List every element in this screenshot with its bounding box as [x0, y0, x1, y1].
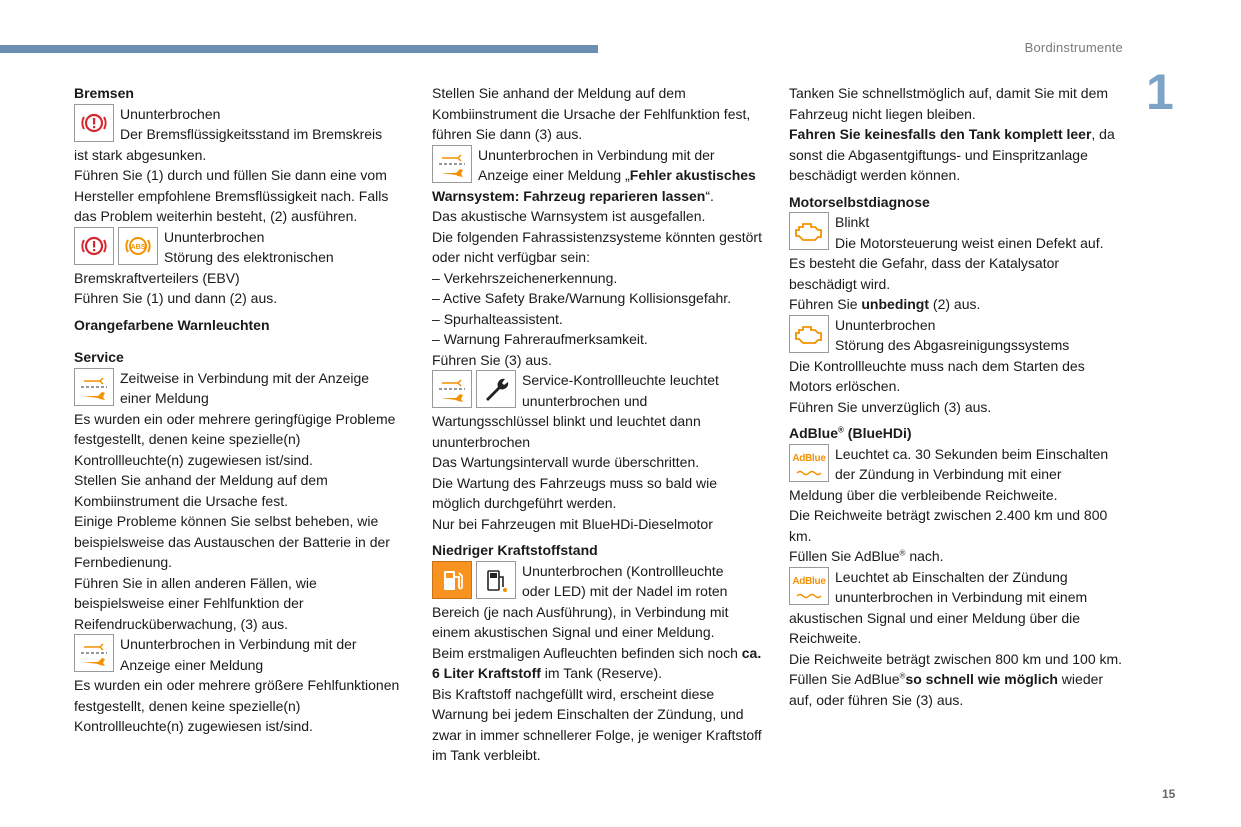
paragraph: Die Reichweite beträgt zwischen 800 km und 100 km.	[789, 650, 1123, 667]
text-line: Ununterbrochen (Kontrollleuchte	[522, 562, 724, 579]
icon-group	[432, 561, 516, 599]
text-span: Füllen Sie AdBlue	[789, 548, 900, 564]
icon-group	[789, 567, 829, 605]
text-line: Zeitweise in Verbindung mit der Anzeige	[120, 369, 370, 386]
list-item: – Spurhalteassistent.	[432, 309, 768, 330]
bold-span: Fehler akustisches	[629, 167, 756, 183]
paragraph: Es wurden ein oder mehrere größere Fehlfunktionen festgestellt, denen keine spezielle(n) Kontrollleuchte(n) zugewiesen ist/sind.	[74, 677, 400, 734]
icon-group	[789, 444, 829, 482]
text-span: Führen Sie	[789, 296, 862, 312]
paragraph	[789, 124, 1125, 186]
page-number: 15	[1162, 787, 1176, 801]
text-span: “.	[705, 187, 714, 204]
adblue-icon-label: AdBlue	[792, 576, 826, 588]
text-line: Ununterbrochen in Verbindung mit der	[120, 636, 357, 652]
paragraph: Führen Sie unverzüglich (3) aus.	[789, 398, 992, 415]
adblue-icon	[789, 567, 829, 605]
paragraph: Das Wartungsintervall wurde überschritten.	[432, 454, 700, 470]
text-line: Leuchtet ab Einschalten der Zündung	[835, 568, 1068, 585]
text-line: akustischen Signal und einer Meldung über die Reichweite.	[789, 609, 1081, 646]
paragraph	[789, 546, 1125, 567]
text-line	[432, 186, 768, 207]
section-title-diagnosis: Motorselbstdiagnose	[789, 193, 930, 210]
brake-warning-icon	[74, 104, 114, 142]
registered-mark: ®	[899, 671, 906, 681]
text-span: , da sonst die Abgasentgiftungs- und Einspritzanlage beschädigt werden können.	[789, 126, 1115, 183]
column-3	[789, 83, 1125, 710]
paragraph: Die Wartung des Fahrzeugs muss so bald wie möglich durchgeführt werden.	[432, 474, 718, 511]
engine-check-icon	[789, 212, 829, 250]
service-wrench-icon	[74, 368, 114, 406]
adblue-icon	[789, 444, 829, 482]
paragraph: Führen Sie (1) durch und füllen Sie dann eine vom Hersteller empfohlene Bremsflüssigkeit nach. Falls das Problem weiterhin besteht, (2) ausführen.	[74, 167, 389, 224]
text-span: im Tank (Reserve).	[540, 665, 663, 681]
bold-span: Warnsystem: Fahrzeug reparieren lassen	[432, 187, 706, 204]
text-line: Der Bremsflüssigkeitsstand im Bremskreis	[120, 126, 383, 142]
registered-mark: ®	[899, 548, 906, 558]
icon-group	[74, 368, 114, 406]
text-line: Ununterbrochen	[120, 105, 221, 122]
section-title-orange: Orangefarbene Warnleuchten	[74, 316, 270, 333]
text-line: ununterbrochen und	[522, 392, 648, 409]
icon-group	[789, 212, 829, 250]
engine-check-icon	[789, 315, 829, 353]
paragraph: Bis Kraftstoff nachgefüllt wird, erscheint diese Warnung bei jedem Einschalten der Zündung, und zwar in immer schnellerer Folge, je weniger Kraftstoff im Tank verbleibt.	[432, 685, 762, 763]
text-line: Wartungsschlüssel blinkt und leuchtet dann ununterbrochen	[432, 413, 701, 450]
text-line: Service-Kontrollleuchte leuchtet	[522, 372, 719, 388]
icon-group	[789, 315, 829, 353]
text-line: Bereich (je nach Ausführung), in Verbindung mit einem akustischen Signal und einer Meldung.	[432, 603, 729, 640]
bold-span: Fahren Sie keinesfalls den Tank komplett leer	[789, 126, 1092, 142]
service-wrench-icon	[432, 370, 472, 408]
fuel-pump-icon	[432, 561, 472, 599]
paragraph: Stellen Sie anhand der Meldung auf dem Kombiinstrument die Ursache fest.	[74, 472, 328, 509]
svg-text:ABS: ABS	[130, 243, 146, 251]
section-title-adblue	[789, 423, 1125, 444]
fuel-pump-led-icon	[476, 561, 516, 599]
icon-group	[432, 370, 516, 408]
text-line: Die Kontrollleuchte muss nach dem Starten des Motors erlöschen.	[789, 357, 1085, 394]
text-line: Blinkt	[835, 214, 870, 230]
section-title-fuel: Niedriger Kraftstoffstand	[432, 542, 598, 558]
paragraph: Einige Probleme können Sie selbst beheben, wie beispielsweise das Austauschen der Batterie in der Fernbedienung.	[74, 513, 390, 570]
text-line: einer Meldung	[120, 390, 209, 406]
section-title-service: Service	[74, 349, 124, 365]
text-line: Ununterbrochen in Verbindung mit der	[478, 146, 715, 163]
text-line: oder LED) mit der Nadel im roten	[522, 583, 728, 599]
assist-systems-list	[432, 268, 768, 350]
text-line: Es besteht die Gefahr, dass der Katalysator beschädigt wird.	[789, 255, 1060, 292]
text-line: Ununterbrochen	[164, 228, 265, 245]
service-wrench-icon	[432, 145, 472, 183]
text-line: Leuchtet ca. 30 Sekunden beim Einschalten	[835, 445, 1109, 462]
icon-group	[74, 104, 114, 142]
paragraph	[789, 294, 1125, 315]
section-title-bremsen: Bremsen	[74, 85, 134, 101]
text-line: Störung des elektronischen	[164, 249, 334, 265]
paragraph	[432, 643, 768, 684]
paragraph: Führen Sie (1) und dann (2) aus.	[74, 290, 278, 306]
text-line: Ununterbrochen	[835, 316, 936, 333]
paragraph: Tanken Sie schnellstmöglich auf, damit Sie mit dem Fahrzeug nicht liegen bleiben.	[789, 85, 1109, 122]
service-wrench-icon	[74, 634, 114, 672]
icon-group	[74, 227, 158, 265]
chapter-number: 1	[1146, 64, 1174, 120]
list-item: – Verkehrszeichenerkennung.	[432, 268, 768, 289]
text-span: nach.	[905, 548, 944, 564]
top-accent-bar	[0, 45, 598, 53]
text-line: Meldung über die verbleibende Reichweite.	[789, 486, 1058, 503]
text-span: Beim erstmaligen Aufleuchten befinden sich noch	[432, 644, 742, 661]
maintenance-spanner-icon	[476, 370, 516, 408]
abs-icon	[118, 227, 158, 265]
paragraph: Nur bei Fahrzeugen mit BlueHDi-Dieselmotor	[432, 515, 713, 532]
adblue-icon-label: AdBlue	[792, 453, 826, 465]
brake-warning-icon	[74, 227, 114, 265]
text-line: ist stark abgesunken.	[74, 146, 207, 163]
paragraph: Es wurden ein oder mehrere geringfügige Probleme festgestellt, denen keine spezielle(n) Kontrollleuchte(n) zugewiesen ist/sind.	[74, 410, 396, 468]
text-line: Die Motorsteuerung weist einen Defekt auf.	[835, 234, 1104, 251]
bold-span: so schnell wie möglich	[905, 671, 1058, 687]
text-span: AdBlue	[789, 425, 838, 441]
registered-mark: ®	[838, 425, 844, 435]
text-span: (2) aus.	[929, 296, 981, 312]
text-line	[432, 165, 768, 186]
text-line: ununterbrochen in Verbindung mit einem	[835, 589, 1088, 605]
text-span: wieder auf, oder führen Sie (3) aus.	[789, 671, 1104, 708]
bold-span: ca. 6 Liter Kraftstoff	[432, 644, 762, 681]
icon-group	[74, 634, 114, 672]
paragraph: Das akustische Warnsystem ist ausgefallen.	[432, 208, 706, 224]
bold-span: unbedingt	[861, 296, 930, 312]
list-item: – Warnung Fahreraufmerksamkeit.	[432, 329, 768, 350]
icon-group	[432, 145, 472, 183]
paragraph: Führen Sie in allen anderen Fällen, wie beispielsweise einer Fehlfunktion der Reifendrucküberwachung, (3) aus.	[74, 574, 317, 632]
text-span: (BlueHDi)	[843, 425, 912, 441]
paragraph: Führen Sie (3) aus.	[432, 351, 552, 368]
paragraph: Die Reichweite beträgt zwischen 2.400 km und 800 km.	[789, 507, 1108, 544]
text-line: Bremskraftverteilers (EBV)	[74, 269, 240, 286]
paragraph: Stellen Sie anhand der Meldung auf dem Kombiinstrument die Ursache der Fehlfunktion fest, führen Sie dann (3) aus.	[432, 85, 751, 142]
running-header: Bordinstrumente	[1024, 40, 1123, 55]
column-1	[74, 83, 409, 737]
text-line: der Zündung in Verbindung mit einer	[835, 466, 1062, 482]
paragraph: Die folgenden Fahrassistenzsysteme könnten gestört oder nicht verfügbar sein:	[432, 228, 762, 265]
paragraph	[789, 669, 1125, 710]
text-line: Anzeige einer Meldung	[120, 656, 264, 673]
column-2	[432, 83, 768, 766]
text-span: Anzeige einer Meldung „	[478, 167, 630, 183]
list-item: – Active Safety Brake/Warnung Kollisionsgefahr.	[432, 288, 768, 309]
text-span: Füllen Sie AdBlue	[789, 671, 900, 687]
text-line: Störung des Abgasreinigungssystems	[835, 337, 1070, 353]
